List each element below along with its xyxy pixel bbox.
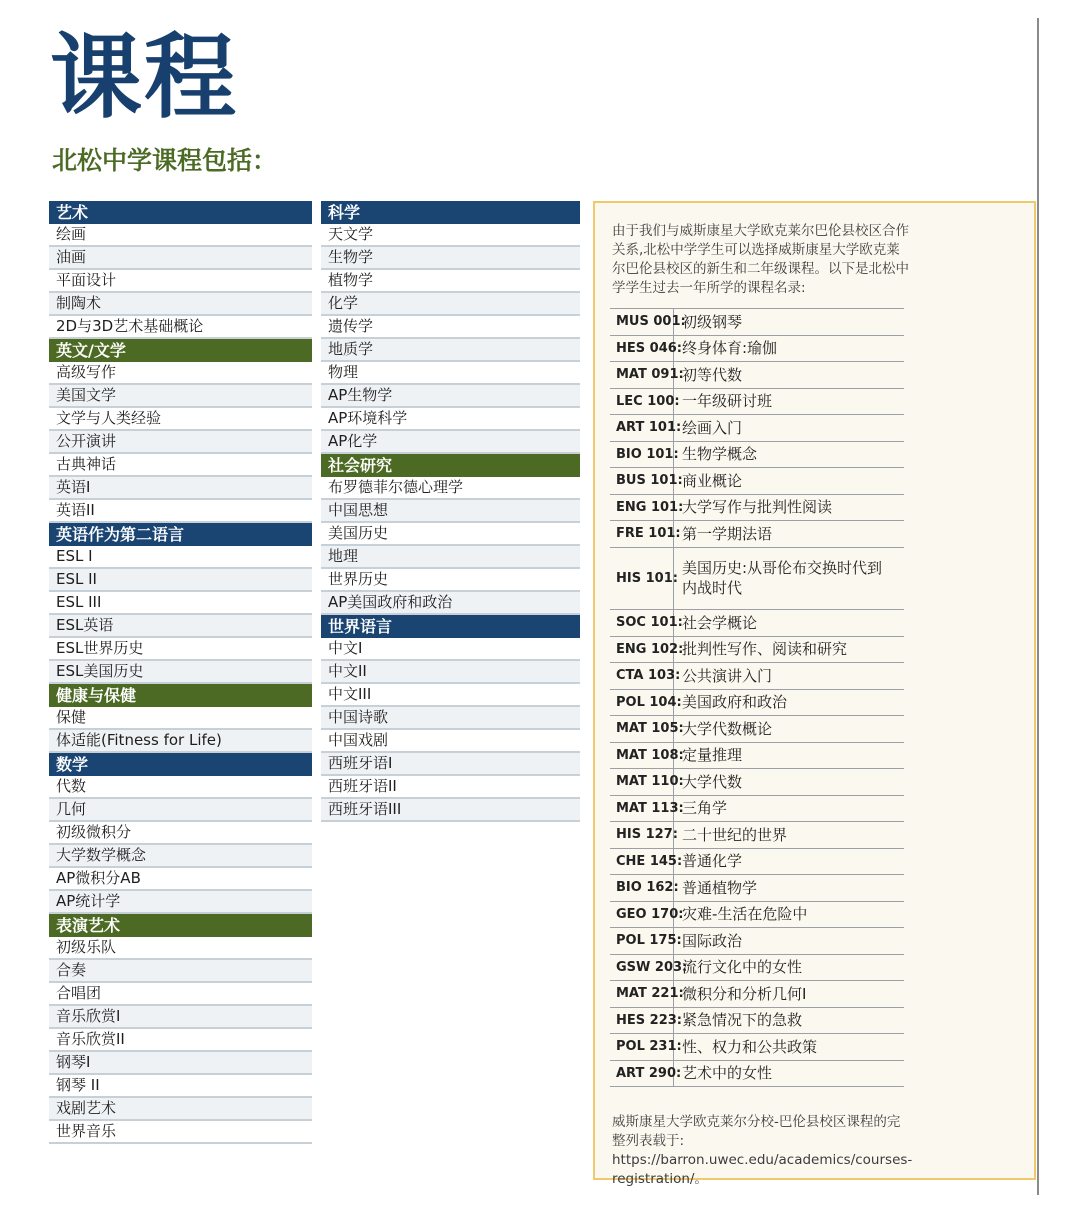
course-item: 植物学: [321, 270, 580, 293]
course-row: [610, 637, 904, 664]
course-code: HES 046:: [610, 336, 674, 362]
course-item: 生物学: [321, 247, 580, 270]
course-row: [610, 1008, 904, 1035]
course-code: GSW 203:: [610, 955, 674, 981]
course-code: FRE 101:: [610, 521, 674, 547]
course-name: 性、权力和公共政策: [682, 1037, 818, 1056]
course-row: [610, 743, 904, 770]
course-item: 制陶术: [49, 293, 312, 316]
course-item: 音乐欣赏I: [49, 1006, 312, 1029]
course-code: ENG 101:: [610, 495, 674, 521]
course-item: 钢琴 II: [49, 1075, 312, 1098]
course-column-middle: [321, 201, 580, 822]
course-item: 西班牙语II: [321, 776, 580, 799]
course-code: HES 223:: [610, 1008, 674, 1034]
course-row: [610, 495, 904, 522]
university-course-list: [610, 308, 904, 1087]
course-name: 社会学概论: [682, 613, 758, 632]
course-item: 英语I: [49, 477, 312, 500]
page-subtitle: 北松中学课程包括：: [52, 146, 278, 175]
course-row: [610, 690, 904, 717]
course-name: 初等代数: [682, 365, 743, 384]
section-header: 数学: [49, 753, 312, 776]
course-row: [610, 336, 904, 363]
course-name: 紧急情况下的急救: [682, 1011, 803, 1030]
course-row: [610, 902, 904, 929]
course-name: 普通植物学: [682, 878, 758, 897]
course-code: MAT 221:: [610, 981, 674, 1007]
course-code: BIO 162:: [610, 875, 674, 901]
course-code: POL 231:: [610, 1034, 674, 1060]
course-item: 体适能(Fitness for Life): [49, 730, 312, 753]
course-item: 西班牙语III: [321, 799, 580, 822]
course-item: 古典神话: [49, 454, 312, 477]
course-name: 灾难-生活在危险中: [682, 905, 808, 924]
course-row: [610, 548, 904, 611]
course-item: 中文I: [321, 638, 580, 661]
course-name: 流行文化中的女性: [682, 958, 803, 977]
course-code: CHE 145:: [610, 849, 674, 875]
course-item: AP统计学: [49, 891, 312, 914]
course-item: 平面设计: [49, 270, 312, 293]
course-row: [610, 442, 904, 469]
course-name: 二十世纪的世界: [682, 825, 788, 844]
course-row: [610, 822, 904, 849]
course-item: 布罗德菲尔德心理学: [321, 477, 580, 500]
course-name: 微积分和分析几何I: [682, 984, 807, 1003]
course-item: 西班牙语I: [321, 753, 580, 776]
course-item: AP生物学: [321, 385, 580, 408]
course-code: HIS 101:: [610, 548, 674, 610]
page-title: 课程: [50, 24, 239, 131]
course-row: [610, 955, 904, 982]
section-header: 英语作为第二语言: [49, 523, 312, 546]
course-row: [610, 981, 904, 1008]
course-name: 普通化学: [682, 852, 743, 871]
course-name: 一年级研讨班: [682, 392, 773, 411]
course-code: MAT 108:: [610, 743, 674, 769]
course-code: HIS 127:: [610, 822, 674, 848]
course-item: 美国文学: [49, 385, 312, 408]
course-item: ESL美国历史: [49, 661, 312, 684]
section-header: 健康与保健: [49, 684, 312, 707]
course-item: 大学数学概念: [49, 845, 312, 868]
course-item: ESL英语: [49, 615, 312, 638]
course-item: ESL III: [49, 592, 312, 615]
course-item: 天文学: [321, 224, 580, 247]
course-item: 美国历史: [321, 523, 580, 546]
course-code: ART 101:: [610, 415, 674, 441]
course-name: 艺术中的女性: [682, 1064, 773, 1083]
course-item: AP化学: [321, 431, 580, 454]
course-code: CTA 103:: [610, 663, 674, 689]
course-row: [610, 849, 904, 876]
course-name: 公共演讲入门: [682, 666, 773, 685]
course-column-left: [49, 201, 312, 1144]
course-row: [610, 389, 904, 416]
course-item: 世界音乐: [49, 1121, 312, 1144]
course-name: 定量推理: [682, 746, 743, 765]
course-name: 终身体育:瑜伽: [682, 339, 778, 358]
course-row: [610, 875, 904, 902]
course-item: 地质学: [321, 339, 580, 362]
course-item: 物理: [321, 362, 580, 385]
course-item: 英语II: [49, 500, 312, 523]
course-row: [610, 362, 904, 389]
course-item: 世界历史: [321, 569, 580, 592]
course-item: 中文III: [321, 684, 580, 707]
course-name: 大学代数概论: [682, 719, 773, 738]
section-header: 科学: [321, 201, 580, 224]
course-item: 中文II: [321, 661, 580, 684]
course-item: AP美国政府和政治: [321, 592, 580, 615]
course-name: 国际政治: [682, 931, 743, 950]
course-item: 油画: [49, 247, 312, 270]
course-row: [610, 415, 904, 442]
section-header: 艺术: [49, 201, 312, 224]
course-row: [610, 928, 904, 955]
course-item: 保健: [49, 707, 312, 730]
course-row: [610, 1061, 904, 1088]
course-item: ESL II: [49, 569, 312, 592]
course-item: ESL世界历史: [49, 638, 312, 661]
course-name: 商业概论: [682, 471, 743, 490]
university-courses-panel: [593, 201, 1036, 1187]
course-code: BIO 101:: [610, 442, 674, 468]
course-name: 大学写作与批判性阅读: [682, 498, 833, 517]
course-item: 合奏: [49, 960, 312, 983]
course-code: LEC 100:: [610, 389, 674, 415]
page-edge-divider: [1037, 18, 1039, 1195]
course-item: 代数: [49, 776, 312, 799]
course-row: [610, 663, 904, 690]
course-name: 美国历史:从哥伦布交换时代到内战时代: [682, 559, 883, 598]
course-code: MAT 113:: [610, 796, 674, 822]
course-item: AP环境科学: [321, 408, 580, 431]
section-header: 社会研究: [321, 454, 580, 477]
section-header: 世界语言: [321, 615, 580, 638]
course-code: MUS 001:: [610, 309, 674, 335]
section-header: 英文/文学: [49, 339, 312, 362]
course-item: 化学: [321, 293, 580, 316]
course-row: [610, 796, 904, 823]
course-code: SOC 101:: [610, 610, 674, 636]
course-item: AP微积分AB: [49, 868, 312, 891]
course-item: 几何: [49, 799, 312, 822]
course-code: MAT 110:: [610, 769, 674, 795]
course-name: 第一学期法语: [682, 524, 773, 543]
course-item: 初级微积分: [49, 822, 312, 845]
course-name: 大学代数: [682, 772, 743, 791]
course-item: 音乐欣赏II: [49, 1029, 312, 1052]
course-item: 2D与3D艺术基础概论: [49, 316, 312, 339]
course-item: 高级写作: [49, 362, 312, 385]
course-name: 绘画入门: [682, 418, 743, 437]
course-name: 批判性写作、阅读和研究: [682, 640, 848, 659]
course-code: ART 290:: [610, 1061, 674, 1087]
panel-intro: 由于我们与威斯康星大学欧克莱尔巴伦县校区合作关系,北松中学学生可以选择威斯康星大学欧克莱尔巴伦县校区的新生和二年级课程。以下是北松中学学生过去一年所学的课程名录:: [612, 223, 909, 296]
course-code: POL 175:: [610, 928, 674, 954]
course-item: 文学与人类经验: [49, 408, 312, 431]
course-item: 初级乐队: [49, 937, 312, 960]
course-item: 中国诗歌: [321, 707, 580, 730]
course-row: [610, 521, 904, 548]
course-row: [610, 769, 904, 796]
course-name: 初级钢琴: [682, 312, 743, 331]
course-item: ESL I: [49, 546, 312, 569]
section-header: 表演艺术: [49, 914, 312, 937]
course-name: 三角学: [682, 799, 728, 818]
course-item: 合唱团: [49, 983, 312, 1006]
course-row: [610, 716, 904, 743]
course-item: 钢琴I: [49, 1052, 312, 1075]
course-code: MAT 105:: [610, 716, 674, 742]
course-code: ENG 102:: [610, 637, 674, 663]
course-item: 公开演讲: [49, 431, 312, 454]
course-row: [610, 309, 904, 336]
course-name: 美国政府和政治: [682, 693, 788, 712]
course-item: 戏剧艺术: [49, 1098, 312, 1121]
course-item: 绘画: [49, 224, 312, 247]
course-row: [610, 1034, 904, 1061]
course-code: POL 104:: [610, 690, 674, 716]
panel-footnote: 威斯康星大学欧克莱尔分校-巴伦县校区课程的完整列表载于: https://barron.uwec.edu/academics/courses-registration/。: [612, 1114, 913, 1187]
course-item: 地理: [321, 546, 580, 569]
course-item: 中国戏剧: [321, 730, 580, 753]
course-row: [610, 468, 904, 495]
course-code: GEO 170:: [610, 902, 674, 928]
course-item: 遗传学: [321, 316, 580, 339]
course-name: 生物学概念: [682, 445, 758, 464]
course-code: BUS 101:: [610, 468, 674, 494]
course-item: 中国思想: [321, 500, 580, 523]
course-code: MAT 091:: [610, 362, 674, 388]
course-row: [610, 610, 904, 637]
